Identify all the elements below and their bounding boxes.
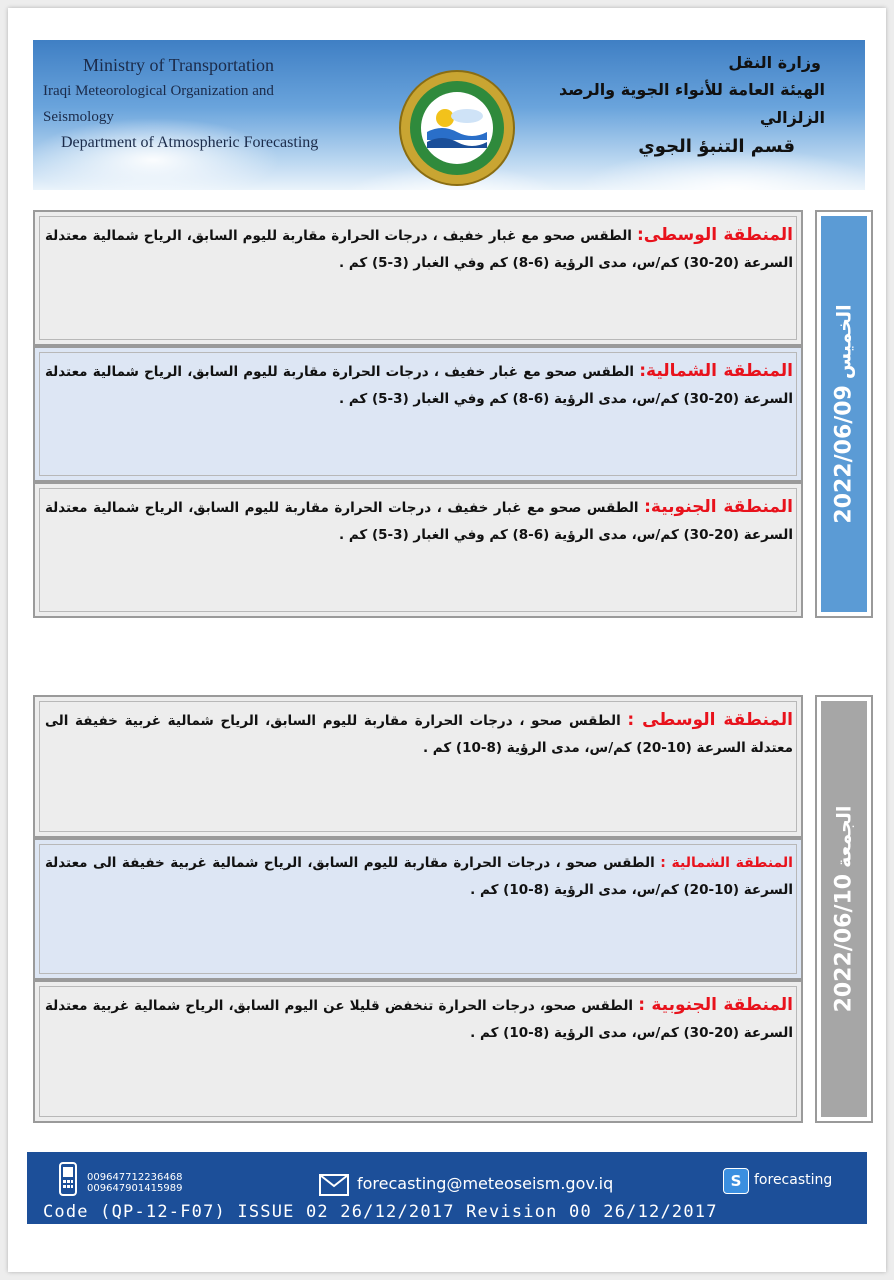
mobile-phone-icon — [59, 1162, 77, 1196]
date-label: 2022/06/10 — [831, 873, 857, 1013]
region-north-day1 — [33, 346, 803, 482]
forecast-day-2 — [33, 695, 873, 1123]
header-arabic — [525, 50, 825, 162]
region-label: المنطقة الجنوبية : — [638, 995, 793, 1015]
region-north-day2 — [33, 838, 803, 980]
date-bar-day2 — [815, 695, 873, 1123]
forecast-text: الطقس صحو ، درجات الحرارة مقاربة لليوم السابق، الرياح شمالية غربية خفيفة الى معتدلة السرعة (10-20) كم/س، مدى الرؤية (8-10) كم . — [45, 713, 793, 756]
region-label: المنطقة الشمالية : — [660, 855, 793, 871]
forecast-text: الطقس صحو مع غبار خفيف ، درجات الحرارة مقاربة لليوم السابق، الرياح شمالية معتدلة السرعة (20-30) كم/س، مدى الرؤية (6-8) كم وفي الغبار (3-5) كم . — [45, 228, 793, 271]
region-label: المنطقة الوسطى: — [636, 225, 793, 245]
region-label: المنطقة الوسطى : — [627, 710, 793, 730]
organization-name-ar: الهيئة العامة للأنواء الجوية والرصد الزلزالي — [559, 80, 825, 127]
region-label: المنطقة الشمالية: — [639, 361, 793, 381]
email-address[interactable]: forecasting@meteoseism.gov.iq — [357, 1174, 614, 1193]
forecast-text: الطقس صحو، درجات الحرارة تنخفض قليلا عن اليوم السابق، الرياح شمالية غربية معتدلة السرعة (20-30) كم/س، مدى الرؤية (8-10) كم . — [45, 998, 793, 1041]
day-name: الخميس — [833, 304, 856, 380]
phone-numbers — [87, 1172, 182, 1194]
footer — [27, 1152, 867, 1224]
forecast-text: الطقس صحو مع غبار خفيف ، درجات الحرارة مقاربة لليوم السابق، الرياح شمالية معتدلة السرعة (20-30) كم/س، مدى الرؤية (6-8) كم وفي الغبار (3-5) كم . — [45, 500, 793, 543]
header-english — [43, 52, 343, 156]
forecast-day-1 — [33, 210, 873, 618]
department-name-en: Department of Atmospheric Forecasting — [61, 134, 319, 151]
mail-icon — [319, 1174, 349, 1196]
forecast-text: الطقس صحو ، درجات الحرارة مقاربة لليوم السابق، الرياح شمالية غربية خفيفة الى معتدلة السرعة (10-20) كم/س، مدى الرؤية (8-10) كم . — [45, 855, 793, 898]
forecast-text: الطقس صحو مع غبار خفيف ، درجات الحرارة مقاربة لليوم السابق، الرياح شمالية معتدلة السرعة (20-30) كم/س، مدى الرؤية (6-8) كم وفي الغبار (3-5) كم . — [45, 364, 793, 407]
date-label: 2022/06/09 — [831, 385, 857, 524]
ministry-name-en: Ministry of Transportation — [83, 55, 275, 75]
region-central-day1 — [33, 210, 803, 346]
phone-number-1: 009647712236468 — [87, 1172, 183, 1183]
date-bar-day1 — [815, 210, 873, 618]
header-banner — [33, 40, 865, 190]
skype-icon: S — [723, 1168, 749, 1194]
region-central-day2 — [33, 695, 803, 838]
organization-logo-icon — [397, 68, 517, 188]
skype-handle[interactable]: forecasting — [754, 1172, 833, 1188]
organization-name-en: Iraqi Meteorological Organization and Seismology — [43, 83, 274, 125]
region-south-day2 — [33, 980, 803, 1123]
ministry-name-ar: وزارة النقل — [728, 53, 821, 72]
phone-number-2: 009647901415989 — [87, 1183, 183, 1194]
region-south-day1 — [33, 482, 803, 618]
region-label: المنطقة الجنوبية: — [644, 497, 794, 517]
department-name-ar: قسم التنبؤ الجوي — [638, 136, 795, 157]
day-name: الجمعة — [833, 805, 856, 868]
document-code-line: Code (QP-12-F07) ISSUE 02 26/12/2017 Revision 00 26/12/2017 — [43, 1202, 718, 1222]
